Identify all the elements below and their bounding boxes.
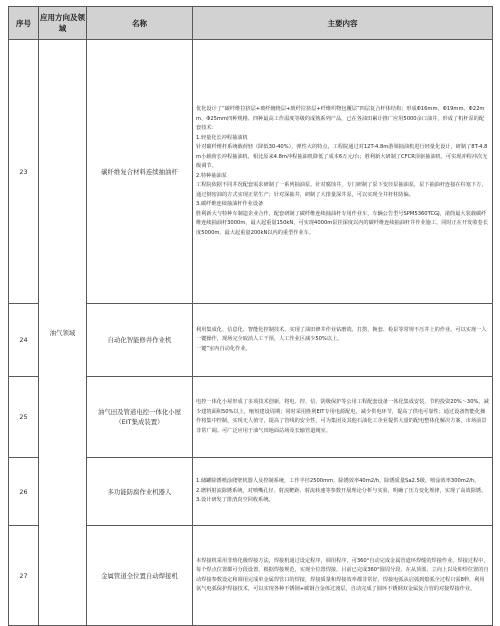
content-line: 电控一体化小屋形成了多项技术创新，将电、控、信、阴极保护等公用工程配套设备一体化集成安装，节约投资20%～30%，减少建筑面积50%以上，缩短建设周期；同时采用胜利EIT专用电源配电，减少供电环节，提高了供电可靠性；通过设备智能化操作将集中控制，实现无人值守，提高了管线的安全性，可为集团及其他石油化工企业提供大量的配电整体化解决方案，市场前景非常广阔。可广泛应用于油气田地面站场及长输管道阀室。: [196, 399, 489, 434]
content-line: 工程院依据不同井况配套需求研制了一系列抽油泵。针对腐蚀井，专门研制了泵下变径泵抽油泵，泵下抽油杆连接在柱塞下方，通过倒密油的方式实现正常生产；针对深抽井，研制了大排量深井泵，可以实现全井杆柱防偏。: [196, 182, 487, 198]
header-area: 应用方向及领域: [39, 7, 87, 40]
row-name: 油气田及管道电控一体化小屋（EIT集成装置）: [87, 377, 193, 458]
content-line: 一键”室内自动化作业。: [196, 345, 251, 352]
content-line: 2.磨料射流除锈系统，对喷嘴孔径、射流靶距、射流转速等参数开展理论分析与实验，明确了压力变化规律，实现了高效除锈。: [196, 487, 487, 494]
row-content: [193, 377, 493, 458]
row-name: 自动化智能修井作业机: [87, 304, 193, 377]
row-content: [193, 458, 493, 526]
content-line: 胜利新大与特种车制造企业合作，配套研制了碳纤维连续抽油杆专用作业车，车辆公告型号SPM5360TCGJ，滚筒最大装载碳纤维连续抽油杆3000m，最大起重量150kN，可实现4000m泵挂深度以内的碳纤维连续抽油杆井作业施工。同时正在开发收卷长度5000m、最大起重量200kN以内的重型作业车。: [196, 210, 488, 236]
row-number: 26: [9, 458, 39, 526]
content-line: 1.储罐除锈喷涂爬壁机器人及控制系统，工作半径2500mm，除锈效率40m2/h，除锈质量Sa2.5级，喷涂效率300m2/h。: [196, 478, 480, 485]
content-line: 优化设计了“碳纤维拉挤层+玻纤缠绕层+玻纤拉挤层+纤维织物包覆层”四层复合杆体结构；形成Φ16mm、Φ19mm、Φ22mm、Φ25mm四种规格、四种最高工作温度等级的成熟系列产品，已在各油田累计推广应用5000余口油井，形成了机杆泵的配套技术：: [196, 106, 485, 131]
content-line: 3.设计研发了排渣真空回收系统。: [196, 497, 274, 504]
content-line: 3.碳纤维连续抽油杆作业设备: [196, 201, 264, 207]
table-row: [9, 40, 493, 304]
row-number: 23: [9, 40, 39, 304]
content-line: 1.轻量化长冲程抽油机: [196, 134, 248, 141]
row-content: [193, 40, 493, 304]
domain-cell: 油气领域: [39, 40, 87, 626]
row-content: [193, 304, 493, 377]
row-number: 27: [9, 526, 39, 626]
content-line: 针对碳纤维杆系统载荷轻（降低30-40%）、弹性大的特点，工程院通过对12T-4.8m游梁抽油机进行轻量化设计，研制了8T-4.8m小载荷长冲程抽油机，相比原来4.8m冲程抽油机降低了成本6万元/台；胜利新大研制了CFCR顶驱抽油机，可实现冲程冲次无级调节。: [196, 144, 488, 169]
header-seq: 序号: [9, 7, 39, 40]
row-name: 金属管道全位置自动焊接机: [87, 526, 193, 626]
row-number: 24: [9, 304, 39, 377]
content-line: 利用集成化、信息化、智能化控制技术，实现了油田修井作业钻磨铣、打捞、换套、检泵等常规不压井上的作业。可以实现一人一键操作，现场完全取消人工干预，人工作业区减少50%以上。: [196, 326, 487, 343]
project-table: [8, 6, 493, 626]
table-header-row: [9, 7, 493, 40]
content-line: 2.特种抽油泵: [196, 172, 227, 179]
row-number: 25: [9, 377, 39, 458]
row-name: 多功能防腐作业机器人: [87, 458, 193, 526]
content-line: 本焊接机采用非熔化极焊接方法，焊接机通过设定程序，调用程序，可360°自动完成金属管道环焊缝的焊接作业，焊接过程中，每个焊点位置都可分段设置，根据焊接规范，实现全位置焊接。目前已完成360°圆周分段，在从顶部，立向上以及仰焊位置的自动焊接参数设定和调用完成单金属焊管口的焊接，焊接质量和焊接效率都非常好，焊接电弧从启弧到熄弧全过程只需8秒，利用氩气电弧保护焊接技术，可以实现各种不锈钢+碳钢合金体过渡层，自动完成了圆环不锈钢双金属复合管的对接焊接作业。: [196, 557, 489, 592]
header-name: 名称: [87, 7, 193, 40]
header-content: 主要内容: [193, 7, 493, 40]
row-content: [193, 526, 493, 626]
row-name: 碳纤维复合材料连续抽油杆: [87, 40, 193, 304]
